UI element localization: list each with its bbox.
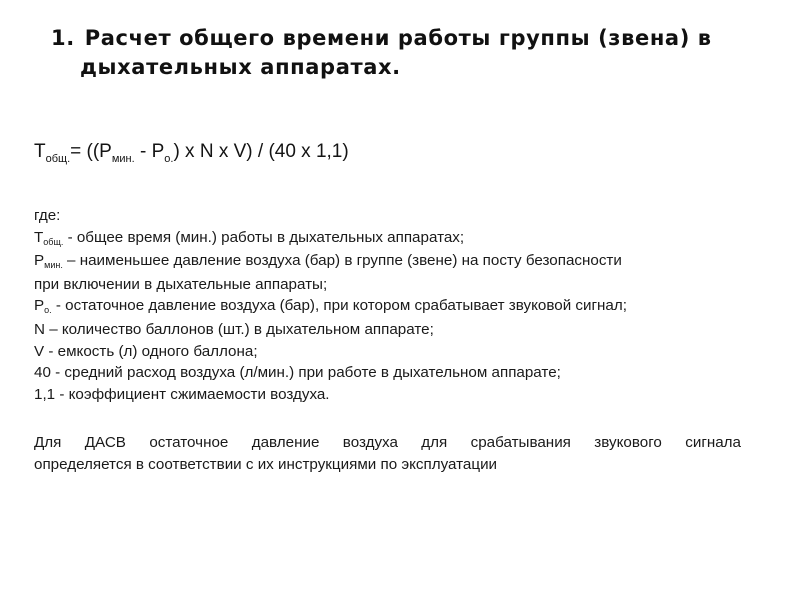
legend-subscript: общ. bbox=[43, 236, 64, 247]
legend-subscript: мин. bbox=[44, 260, 63, 271]
legend-item-p-min bbox=[34, 250, 742, 274]
title-number: 1. bbox=[51, 26, 75, 50]
legend-symbol: Т bbox=[34, 228, 44, 246]
legend-symbol: Р bbox=[34, 297, 45, 315]
legend-item-1-1 bbox=[34, 384, 742, 406]
legend-intro: где: bbox=[34, 207, 61, 224]
legend-subscript: о. bbox=[44, 305, 52, 316]
legend-text: - общее время (мин.) работы в дыхательных аппаратах; bbox=[63, 228, 465, 246]
legend bbox=[34, 205, 742, 405]
legend-symbol: V bbox=[34, 342, 45, 360]
note-paragraph bbox=[34, 432, 741, 475]
title-line-2: дыхательных аппаратах. bbox=[80, 55, 401, 79]
legend-item-n bbox=[34, 319, 742, 341]
legend-symbol: Р bbox=[34, 252, 45, 270]
legend-text: – количество баллонов (шт.) в дыхательном аппарате; bbox=[44, 320, 434, 338]
formula-part-3: ) x N x V) / (40 x 1,1) bbox=[173, 141, 349, 162]
note-line-2: определяется в соответствии с их инструкциями по эксплуатации bbox=[34, 455, 498, 473]
legend-text: - коэффициент сжимаемости воздуха. bbox=[55, 385, 330, 403]
legend-text: – наименьшее давление воздуха (бар) в группе (звене) на посту безопасности bbox=[62, 252, 622, 270]
formula-t-symbol: Т bbox=[34, 141, 46, 162]
formula-t-subscript: общ. bbox=[45, 153, 71, 165]
legend-item-v bbox=[34, 341, 742, 363]
legend-symbol: 40 bbox=[34, 364, 51, 382]
formula-part-1: = ((Р bbox=[70, 141, 112, 162]
legend-text: - остаточное давление воздуха (бар), при котором срабатывает звуковой сигнал; bbox=[51, 297, 627, 315]
legend-item-t-total bbox=[34, 227, 742, 251]
legend-symbol: 1,1 bbox=[34, 385, 56, 403]
formula-part-2: - Р bbox=[134, 141, 165, 162]
legend-item-40 bbox=[34, 362, 742, 384]
legend-text: - емкость (л) одного баллона; bbox=[44, 342, 258, 360]
page-title bbox=[51, 24, 761, 82]
formula bbox=[34, 139, 349, 167]
title-line-1: Расчет общего времени работы группы (звена) в bbox=[84, 26, 712, 50]
legend-item-p-residual bbox=[34, 295, 742, 319]
legend-text: - средний расход воздуха (л/мин.) при работе в дыхательном аппарате; bbox=[50, 364, 561, 382]
formula-pmin-subscript: мин. bbox=[111, 153, 135, 165]
legend-symbol: N bbox=[34, 320, 45, 338]
formula-po-subscript: о. bbox=[164, 153, 174, 165]
note-line-1: Для ДАСВ остаточное давление воздуха для срабатывания звукового сигнала bbox=[34, 434, 741, 451]
legend-item-p-min-continued: при включении в дыхательные аппараты; bbox=[34, 275, 328, 293]
